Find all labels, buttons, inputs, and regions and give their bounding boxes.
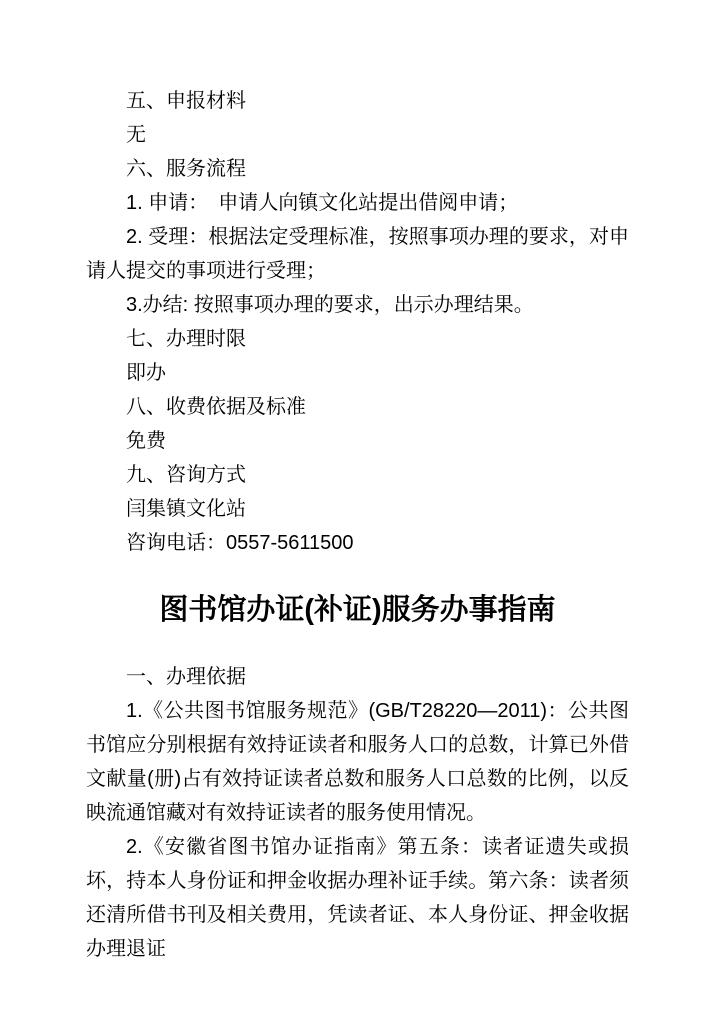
paragraph: 即办	[126, 362, 166, 384]
paragraph: 七、办理时限	[126, 328, 246, 350]
paragraph: 3.办结: 按照事项办理的要求，出示办理结果。	[126, 294, 534, 316]
paragraph: 五、申报材料	[126, 90, 246, 112]
paragraph: 1.《公共图书馆服务规范》(GB/T28220—2011)：公共图书馆应分别根据有效持证读者和服务人口的总数，计算已外借文献量(册)占有效持证读者总数和服务人口总数的比例，以反映流通馆藏对有效持证读者的服务使用情况。	[86, 700, 629, 824]
paragraph: 闫集镇文化站	[126, 498, 246, 520]
paragraph: 2. 受理：根据法定受理标准，按照事项办理的要求，对申请人提交的事项进行受理；	[86, 226, 629, 282]
paragraph: 一、办理依据	[126, 666, 246, 688]
document-title: 图书馆办证(补证)服务办事指南	[159, 594, 556, 626]
paragraph: 无	[126, 124, 146, 146]
paragraph: 1. 申请： 申请人向镇文化站提出借阅申请；	[126, 192, 519, 214]
paragraph: 九、咨询方式	[126, 464, 246, 486]
paragraph: 免费	[126, 430, 166, 452]
paragraph: 六、服务流程	[126, 158, 246, 180]
paragraph: 2.《安徽省图书馆办证指南》第五条：读者证遗失或损坏，持本人身份证和押金收据办理补证手续。第六条：读者须还清所借书刊及相关费用，凭读者证、本人身份证、押金收据办理退证	[86, 836, 629, 960]
paragraph: 八、收费依据及标准	[126, 396, 306, 418]
paragraph: 咨询电话：0557-5611500	[126, 532, 354, 554]
